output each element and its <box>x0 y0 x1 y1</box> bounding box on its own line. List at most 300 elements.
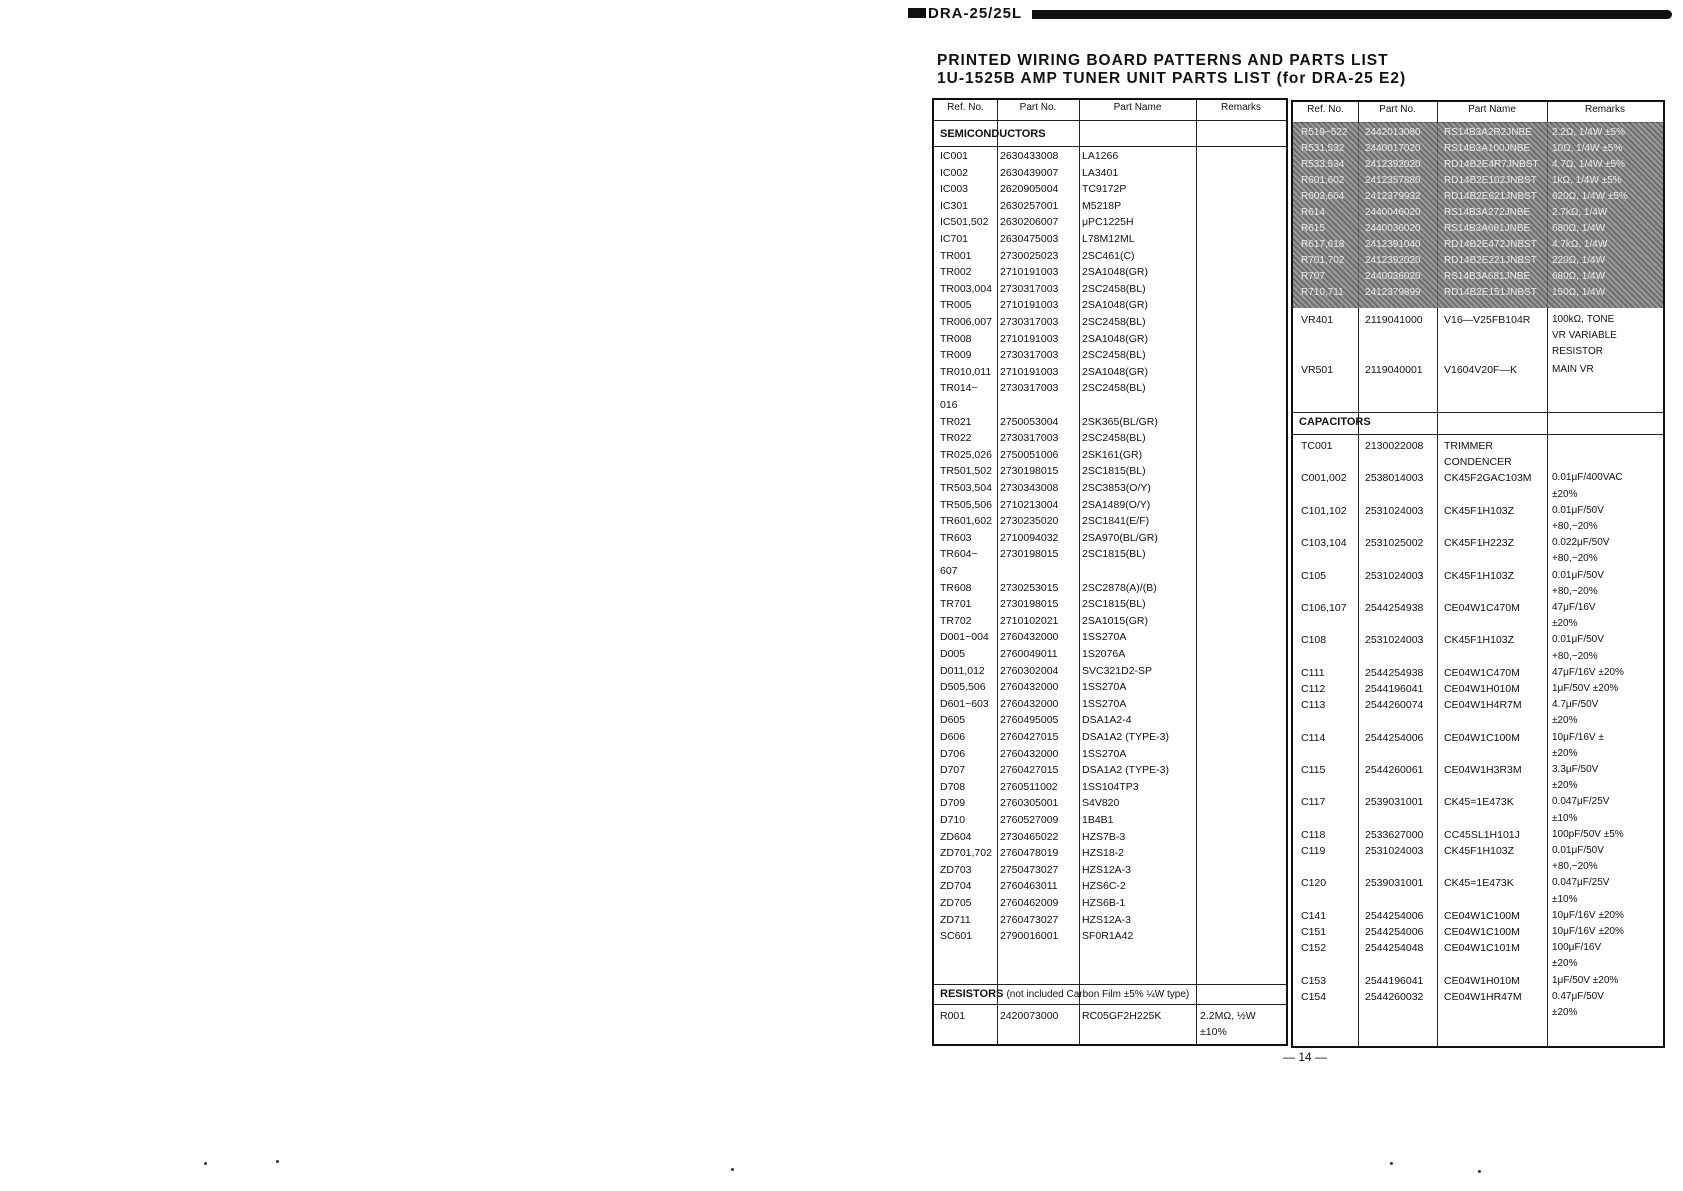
part-no: 2412379932 <box>1365 191 1421 202</box>
part-no: 2730253015 <box>1000 581 1059 594</box>
part-no: 2760432000 <box>1000 697 1059 710</box>
ref-no: ZD604 <box>940 830 972 843</box>
ref-no: TR006,007 <box>940 316 992 328</box>
part-no: 2544260074 <box>1365 699 1424 712</box>
table-row <box>1293 877 1663 894</box>
table-row <box>934 416 1286 433</box>
part-name: 1SS270A <box>1082 747 1127 760</box>
part-name: CE04W1H3R3M <box>1444 764 1522 776</box>
part-name: CE04W1C101M <box>1444 942 1520 955</box>
part-name: CE04W1HR47M <box>1444 990 1522 1003</box>
table-row <box>934 764 1286 781</box>
remarks: 0.01μF/50V <box>1552 569 1604 581</box>
part-name: RS14B3A272JNBE <box>1444 207 1531 218</box>
ref-no: VR501 <box>1301 364 1334 376</box>
remarks: 150Ω, 1/4W <box>1552 287 1606 298</box>
remarks: +80,−20% <box>1552 521 1598 532</box>
table-row <box>1293 715 1663 732</box>
table-row <box>934 233 1286 250</box>
part-no: 2442013080 <box>1365 127 1421 138</box>
remarks: ±20% <box>1552 1007 1578 1018</box>
part-no: 2533627000 <box>1365 828 1424 841</box>
part-name: CC45SL1H101J <box>1444 828 1520 841</box>
remarks: ±20% <box>1552 958 1578 970</box>
remarks: 620Ω, 1/4W ±5% <box>1552 191 1628 202</box>
part-name: CE04W1C100M <box>1444 909 1520 922</box>
part-no: 2544254048 <box>1365 942 1424 955</box>
shaded-row <box>1293 270 1663 285</box>
ref-no: D601~603 <box>940 697 989 710</box>
part-name: DSA1A2-4 <box>1082 714 1132 727</box>
remarks: 10μF/16V ±20% <box>1552 909 1624 921</box>
ref-no: C153 <box>1301 974 1327 987</box>
table-row <box>934 449 1286 466</box>
remarks: 2.2MΩ, ½W <box>1200 1010 1256 1022</box>
part-name: HZS18-2 <box>1082 847 1125 860</box>
remarks: MAIN VR <box>1552 364 1594 375</box>
part-name: RS14B3A681JNBE <box>1444 271 1531 282</box>
part-no: 2544254006 <box>1365 926 1424 938</box>
part-no: 2750053004 <box>1000 415 1059 428</box>
ref-no: C115 <box>1301 764 1326 776</box>
table-row <box>934 366 1286 383</box>
part-no: 2760511002 <box>1000 780 1058 793</box>
table-row <box>1293 440 1663 457</box>
remarks: 680Ω, 1/4W <box>1552 223 1606 234</box>
part-name: CE04W1C470M <box>1444 602 1520 614</box>
part-no: 2730317003 <box>1000 432 1059 445</box>
col-header-part-no: Part No. <box>1379 104 1416 115</box>
ref-no: SC601 <box>940 930 973 943</box>
table-row <box>1293 553 1663 570</box>
table-row <box>1293 699 1663 716</box>
part-name: 2SC3853(O/Y) <box>1082 482 1151 494</box>
part-no: 2760427015 <box>1000 764 1059 777</box>
part-name: CE04W1H4R7M <box>1444 699 1522 712</box>
ref-no: R614 <box>1301 207 1325 218</box>
section-resistors <box>940 988 1189 1000</box>
part-name: CK45F1H103Z <box>1444 569 1515 582</box>
part-name: CE04W1H010M <box>1444 974 1520 987</box>
table-row <box>934 582 1286 599</box>
part-no: 2730198015 <box>1000 598 1059 611</box>
ref-no: C151 <box>1301 926 1327 938</box>
ref-no: TR022 <box>940 432 972 445</box>
ref-no: R615 <box>1301 223 1325 234</box>
ref-no: IC701 <box>940 233 969 245</box>
table-row <box>1293 667 1663 684</box>
part-name: CONDENCER <box>1444 456 1512 469</box>
scan-speck <box>1390 1162 1393 1165</box>
part-name: M5218P <box>1082 199 1122 212</box>
shaded-row <box>1293 286 1663 301</box>
remarks: ±20% <box>1552 780 1578 792</box>
part-no: 2119041000 <box>1365 314 1423 326</box>
part-name: RS14B3A681JNBE <box>1444 223 1531 234</box>
table-row <box>934 930 1286 947</box>
table-row <box>1293 845 1663 862</box>
part-no: 2538014003 <box>1365 472 1424 485</box>
part-no: 2760527009 <box>1000 814 1059 826</box>
remarks: 10μF/16V ± <box>1552 731 1604 743</box>
part-no: 2531024003 <box>1365 845 1424 857</box>
ref-no: IC501,502 <box>940 216 989 229</box>
ref-no: D708 <box>940 780 966 793</box>
ref-no: R519~522 <box>1301 127 1348 138</box>
part-name: 1SS104TP3 <box>1082 780 1139 793</box>
part-no: 2412392020 <box>1365 159 1421 170</box>
part-no: 2531024003 <box>1365 569 1424 582</box>
part-name: CE04W1C100M <box>1444 926 1520 938</box>
ref-no: ZD704 <box>940 880 972 893</box>
remarks: 0.01μF/400VAC <box>1552 472 1623 484</box>
ref-no: VR401 <box>1301 314 1334 326</box>
part-name: CK45=1E473K <box>1444 877 1514 890</box>
ref-no: ZD711 <box>940 913 971 926</box>
remarks: 100pF/50V ±5% <box>1552 828 1624 840</box>
part-name: CK45=1E473K <box>1444 796 1514 809</box>
part-no: 2440036020 <box>1365 223 1421 234</box>
table-row <box>934 150 1286 167</box>
ref-no: TR002 <box>940 266 972 279</box>
part-no: 2760432000 <box>1000 631 1059 644</box>
ref-no: TR003,004 <box>940 282 992 295</box>
part-no: 2420073000 <box>1000 1010 1059 1022</box>
part-no: 2760305001 <box>1000 797 1059 810</box>
table-row <box>1293 602 1663 619</box>
header-rule <box>1032 10 1672 19</box>
ref-no: R531,532 <box>1301 143 1345 154</box>
part-name: HZS7B-3 <box>1082 830 1126 843</box>
table-row <box>1293 732 1663 749</box>
divider <box>934 120 1286 121</box>
table-row <box>934 731 1286 748</box>
remarks: 4.7Ω, 1/4W ±5% <box>1552 159 1625 170</box>
remarks: RESISTOR <box>1552 346 1603 357</box>
part-no: 2730343008 <box>1000 482 1059 494</box>
part-name: HZS6B-1 <box>1082 897 1126 909</box>
part-no: 2730317003 <box>1000 349 1059 362</box>
part-no: 2630257001 <box>1000 199 1059 212</box>
table-row <box>934 797 1286 814</box>
part-no: 2790016001 <box>1000 930 1059 943</box>
part-no: 2620905004 <box>1000 183 1059 196</box>
part-name: HZS12A-3 <box>1082 913 1132 926</box>
ref-no: TR603 <box>940 531 972 544</box>
divider <box>1293 434 1663 435</box>
ref-no: C103,104 <box>1301 537 1347 550</box>
scan-speck <box>276 1160 279 1163</box>
ref-no: D709 <box>940 797 966 810</box>
ref-no: R001 <box>940 1010 966 1022</box>
part-no: 2730235020 <box>1000 515 1059 528</box>
ref-no: C001,002 <box>1301 472 1347 485</box>
ref-no: C113 <box>1301 699 1326 712</box>
part-no: 2531024003 <box>1365 504 1424 517</box>
remarks-line <box>1293 346 1663 363</box>
part-no: 2440017020 <box>1365 143 1421 154</box>
ref-no: TR702 <box>940 614 972 627</box>
ref-no: ZD705 <box>940 897 972 909</box>
part-name: CK45F1H223Z <box>1444 537 1515 550</box>
table-row <box>1293 958 1663 975</box>
part-name: 2SC1815(BL) <box>1082 465 1146 478</box>
table-row <box>934 648 1286 665</box>
remarks: 2.2Ω, 1/4W ±5% <box>1552 127 1625 138</box>
remarks: ±10% <box>1200 1026 1227 1038</box>
resistors-heading: RESISTORS <box>940 988 1004 1000</box>
part-no: 2730465022 <box>1000 830 1059 843</box>
ref-no: D710 <box>940 814 966 826</box>
part-name: V1604V20F—K <box>1444 364 1517 376</box>
table-row <box>934 864 1286 881</box>
part-no: 2544254006 <box>1365 731 1424 744</box>
table-row <box>934 598 1286 615</box>
part-name: 2SK161(GR) <box>1082 448 1143 461</box>
part-name: RD14B2E472JNBST <box>1444 239 1537 250</box>
part-name: 2SA1048(GR) <box>1082 266 1148 279</box>
remarks-line <box>1293 364 1663 381</box>
ref-no: 016 <box>940 399 958 411</box>
remarks: ±20% <box>1552 488 1578 500</box>
ref-no: C114 <box>1301 731 1326 744</box>
part-no: 2710191003 <box>1000 365 1059 378</box>
ref-no: IC003 <box>940 183 969 196</box>
table-row <box>1293 748 1663 765</box>
table-row <box>934 399 1286 416</box>
table-row <box>1293 586 1663 603</box>
part-name: TC9172P <box>1082 183 1127 196</box>
col-header-part-name: Part Name <box>1468 104 1516 115</box>
remarks: ±20% <box>1552 715 1578 727</box>
shaded-row <box>1293 238 1663 253</box>
table-row <box>934 299 1286 316</box>
remarks: 2.7kΩ, 1/4W <box>1552 207 1608 218</box>
part-no: 2440046020 <box>1365 207 1421 218</box>
remarks: 47μF/16V <box>1552 602 1596 613</box>
divider <box>934 984 1286 985</box>
remarks: ±20% <box>1552 618 1578 630</box>
table-row <box>934 167 1286 184</box>
ref-no: C105 <box>1301 569 1327 582</box>
ref-no: IC002 <box>940 166 969 179</box>
remarks: 100μF/16V <box>1552 942 1602 954</box>
ref-no: TR014~ <box>940 382 978 395</box>
ref-no: TR009 <box>940 349 972 362</box>
part-name: 1SS270A <box>1082 631 1127 644</box>
table-row <box>934 333 1286 350</box>
part-no: 2630475003 <box>1000 233 1059 245</box>
ref-no: D706 <box>940 747 966 760</box>
ref-no: R533,534 <box>1301 159 1345 170</box>
shaded-row <box>1293 190 1663 205</box>
remarks: +80,−20% <box>1552 861 1598 873</box>
part-no: 2440036020 <box>1365 271 1421 282</box>
part-name: RD14B2E4R7JNBST <box>1444 159 1539 170</box>
part-name: CE04W1C100M <box>1444 731 1520 744</box>
part-name: 2SC1841(E/F) <box>1082 515 1150 528</box>
part-name: SF0R1A42 <box>1082 930 1134 943</box>
ref-no: D011,012 <box>940 664 985 677</box>
part-no: 2760463011 <box>1000 880 1058 893</box>
table-row <box>934 432 1286 449</box>
ref-no: TR604~ <box>940 548 978 561</box>
table-row <box>1293 1007 1663 1024</box>
ref-no: C154 <box>1301 990 1327 1003</box>
part-name: 2SC1815(BL) <box>1082 548 1146 561</box>
part-no: 2531024003 <box>1365 634 1424 647</box>
part-no: 2710191003 <box>1000 299 1059 312</box>
part-no: 2119040001 <box>1365 364 1423 376</box>
remarks: ±10% <box>1552 812 1578 824</box>
table-row <box>1293 537 1663 554</box>
page-title: PRINTED WIRING BOARD PATTERNS AND PARTS LIST <box>937 52 1389 69</box>
part-name: 1SS270A <box>1082 697 1127 710</box>
part-no: 2630439007 <box>1000 166 1059 179</box>
table-row <box>1293 813 1663 830</box>
table-row <box>934 814 1286 831</box>
shaded-row <box>1293 254 1663 269</box>
part-no: 2710191003 <box>1000 266 1059 279</box>
part-no: 2760462009 <box>1000 897 1059 909</box>
table-row <box>1293 894 1663 911</box>
ref-no: R601,602 <box>1301 175 1345 186</box>
table-row <box>934 781 1286 798</box>
part-name: 1SS270A <box>1082 681 1127 694</box>
part-name: 1B4B1 <box>1082 814 1114 826</box>
shaded-row <box>1293 222 1663 237</box>
ref-no: C119 <box>1301 845 1326 857</box>
ref-no: TR008 <box>940 332 972 345</box>
page-number: — 14 — <box>1283 1050 1328 1064</box>
remarks: 47μF/16V ±20% <box>1552 666 1624 678</box>
table-row <box>1293 521 1663 538</box>
part-name: 2SC2458(BL) <box>1082 282 1146 295</box>
table-row <box>1293 489 1663 506</box>
part-no: 2539031001 <box>1365 796 1424 809</box>
part-name: RC05GF2H225K <box>1082 1010 1162 1022</box>
part-no: 2412357880 <box>1365 175 1421 186</box>
part-name: CE04W1C470M <box>1444 666 1520 679</box>
table-row <box>1293 456 1663 473</box>
part-name: RD14B2E221JNBST <box>1444 255 1537 266</box>
part-no: 2544196041 <box>1365 683 1424 695</box>
table-row <box>934 665 1286 682</box>
ref-no: D707 <box>940 764 966 777</box>
ref-no: ZD703 <box>940 863 972 876</box>
col-header-remarks: Remarks <box>1220 102 1261 113</box>
ref-no: D605 <box>940 714 966 727</box>
part-no: 2750473027 <box>1000 863 1059 876</box>
part-no: 2544254938 <box>1365 666 1424 679</box>
part-name: HZS6C-2 <box>1082 880 1126 893</box>
section-semiconductors: SEMICONDUCTORS <box>940 128 1046 140</box>
ref-no: C152 <box>1301 942 1327 955</box>
table-row <box>1293 472 1663 489</box>
remarks: +80,−20% <box>1552 650 1598 662</box>
ref-no: R617,618 <box>1301 239 1345 250</box>
part-name: L78M12ML <box>1082 233 1135 245</box>
remarks: 3.3μF/50V <box>1552 764 1599 775</box>
table-row <box>934 748 1286 765</box>
ref-no: TR501,502 <box>940 465 992 478</box>
remarks: +80,−20% <box>1552 553 1598 565</box>
ref-no: IC001 <box>940 150 969 162</box>
part-no: 2544196041 <box>1365 974 1424 987</box>
part-no: 2130022008 <box>1365 440 1424 452</box>
remarks: ±10% <box>1552 893 1578 905</box>
table-row <box>1293 829 1663 846</box>
part-no: 2710213004 <box>1000 498 1059 511</box>
remarks: 0.047μF/25V <box>1552 877 1610 889</box>
part-name: 1S2076A <box>1082 648 1126 660</box>
ref-no: D005 <box>940 648 966 660</box>
remarks: 4.7μF/50V <box>1552 699 1599 711</box>
part-name: 2SA1048(GR) <box>1082 299 1148 312</box>
remarks: 10μF/16V ±20% <box>1552 926 1624 937</box>
page-subtitle: 1U-1525B AMP TUNER UNIT PARTS LIST (for DRA-25 E2) <box>937 70 1407 87</box>
ref-no: TR601,602 <box>940 515 992 528</box>
part-no: 2412391040 <box>1365 239 1421 250</box>
part-name: 2SA1489(O/Y) <box>1082 498 1151 511</box>
table-row <box>934 897 1286 914</box>
part-name: 2SC2878(A)/(B) <box>1082 581 1157 594</box>
table-row <box>1293 764 1663 781</box>
part-name: μPC1225H <box>1082 216 1134 229</box>
part-no: 2760302004 <box>1000 664 1059 677</box>
remarks: 0.01μF/50V <box>1552 504 1604 516</box>
part-no: 2710191003 <box>1000 332 1059 345</box>
part-no: 2760049011 <box>1000 648 1058 660</box>
right-parts-table <box>1291 100 1665 1048</box>
table-row <box>934 482 1286 499</box>
part-name: 2SC2458(BL) <box>1082 432 1146 445</box>
ref-no: D606 <box>940 731 966 743</box>
part-name: RD14B2E102JNBST <box>1444 175 1537 186</box>
table-row <box>1293 505 1663 522</box>
ref-no: ZD701,702 <box>940 847 992 860</box>
part-no: 2630433008 <box>1000 150 1059 162</box>
remarks: 0.022μF/50V <box>1552 537 1610 549</box>
part-name: CK45F1H103Z <box>1444 634 1515 647</box>
ref-no: TR505,506 <box>940 498 992 511</box>
part-name: 2SA970(BL/GR) <box>1082 531 1158 544</box>
part-no: 2760473027 <box>1000 913 1059 926</box>
table-row <box>1293 991 1663 1008</box>
table-row <box>934 266 1286 283</box>
ref-no: R710,711 <box>1301 287 1344 298</box>
table-row <box>934 698 1286 715</box>
part-no: 2544254938 <box>1365 602 1424 614</box>
remarks: 4.7kΩ, 1/4W <box>1552 239 1608 250</box>
header-model: DRA-25/25L <box>928 5 1023 22</box>
part-name: CE04W1H010M <box>1444 683 1520 695</box>
part-no: 2760432000 <box>1000 747 1059 760</box>
part-name: LA3401 <box>1082 166 1119 179</box>
scan-speck <box>731 1168 734 1171</box>
table-row <box>934 515 1286 532</box>
part-no: 2760478019 <box>1000 847 1059 860</box>
ref-no: TR503,504 <box>940 482 992 494</box>
ref-no: TR025,026 <box>940 448 992 461</box>
part-no: 2730198015 <box>1000 465 1059 478</box>
table-row <box>1293 942 1663 959</box>
remarks: ±20% <box>1552 747 1578 759</box>
part-name: HZS12A-3 <box>1082 863 1132 876</box>
table-row <box>934 1010 1286 1027</box>
ref-no: C112 <box>1301 683 1326 695</box>
part-name: TRIMMER <box>1444 440 1493 452</box>
